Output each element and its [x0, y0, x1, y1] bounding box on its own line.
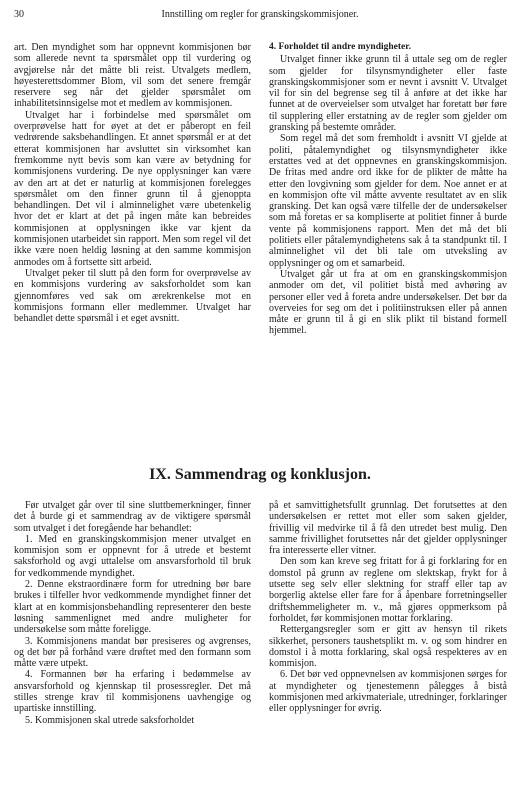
list-item: 6. Det bør ved oppnevnelsen av kommisjonen sørges for at myndigheter og tjenestemenn pålegges å bistå kommisjonen med arkivmateriale, utredninger, forklaringer eller opplysninger for øvrig. — [269, 669, 507, 715]
list-item: 2. Denne ekstraordinære form for utredning bør bare brukes i tilfeller hvor vedkommende myndighet finner det klart at en kommisjonsbehandling representerer den beste løsning sammenlignet med andre muligheter for undersøkelse som måtte foreligge. — [14, 579, 251, 636]
paragraph: Utvalget går ut fra at om en granskingskommisjon anmoder om det, vil politiet bistå med avhøring av personer eller ved å foreta andre undersøkelser. Det bør da overveies for seg om det i politiinstruksen eller på annen måte er grunn til å gi en slik plikt til bistand formell hjemmel. — [269, 268, 507, 337]
list-item: 4. Formannen bør ha erfaring i bedømmelse av ansvarsforhold og kjennskap til prosessregler. Det må stilles strenge krav til kommisjonens uavhengige og upartiske innstilling. — [14, 669, 251, 715]
paragraph: Rettergangsregler som er gitt av hensyn til rikets sikkerhet, personers taushetsplikt m. v. og som hindrer en domstol i å motta forklaring, skal også respekteres av en kommisjon. — [269, 624, 507, 670]
top-right-column — [269, 42, 507, 337]
paragraph: Utvalget peker til slutt på den form for overprøvelse av en kommisjons vurdering av saksforholdet som kan gjennomføres ved sak om ærekrenkelse mot en kommisjons formann eller medlemmer. Utvalget har behandlet dette spørsmål i et eget avsnitt. — [14, 267, 251, 325]
page-number: 30 — [14, 9, 24, 20]
bottom-right-column — [269, 500, 507, 715]
list-item: 3. Kommisjonens mandat bør presiseres og avgrenses, og det bør på forhånd være drøftet med den formann som måtte være utpekt. — [14, 635, 251, 670]
subsection-heading: 4. Forholdet til andre myndigheter. — [269, 42, 411, 52]
list-item: 1. Med en granskingskommisjon mener utvalget en kommisjon som er oppnevnt for å utrede et bestemt saksforhold og avgi uttalelse om ansvarsforhold til bruk for vedkommende myndighet. — [14, 533, 251, 579]
paragraph: art. Den myndighet som har oppnevnt kommisjonen bør som allerede nevnt ta spørsmålet opp til vurdering og avgjørelse når det måtte bli reist. Utvalgets medlem, høyesterettsdommer Blom, vil som det senere fremgår reservere seg når det gjelder spørsmålet om inhabilitetsinnsigelse mot et medlem av kommisjonen. — [14, 42, 251, 110]
paragraph: Utvalget finner ikke grunn til å uttale seg om de regler som gjelder for tilsynsmyndigheter eller faste granskingskommisjoner som er nevnt i avsnitt V. Utvalget vil for sin del begrense seg til å anføre at det ikke har funnet at de overveielser som utvalget har foretatt bør føre til supplering eller erstatning av de regler som gjelder om gransking på bestemte områder. — [269, 54, 507, 134]
paragraph: Utvalget har i forbindelse med spørsmålet om overprøvelse hatt for øyet at det er påberopt en feil vedrørende saksbehandlingen. Et annet spørsmål er at det etterat kommisjonen har avsluttet sin virksomhet kan fremkomme nytt bevis som kan være av betydning for kommisjonens vurdering. De nye opplysninger kan være av den art at det er naturlig at kommisjonen forelegges spørsmålet om den finner grunn til å gjenoppta behandlingen. Det vil i alminnelighet være ubetenkelig hvor det er klart at det på ingen måte kan bebreides kommisjonen at opplysningen ikke var kjent da kommisjonen utarbeidet sin rapport. Men som regel vil det ikke være noen heldig løsning at den samme kommisjon anmodes om å fortsette sitt arbeid. — [14, 109, 251, 268]
page-header — [14, 9, 506, 25]
paragraph: på et samvittighetsfullt grunnlag. Det forutsettes at den undersøkelsen er rettet mot eller som saken gjelder, frivillig vil medvirke til å få den utredet best mulig. Den samme frivillighet forutsettes når det gjelder opplysninger fra interesserte eller vitner. — [269, 500, 507, 557]
bottom-left-column — [14, 500, 251, 726]
list-item: 5. Kommisjonen skal utrede saksforholdet — [25, 714, 195, 726]
paragraph: Den som kan kreve seg fritatt for å gi forklaring for en domstol på grunn av reglene om slektskap, frykt for å utsette seg selv eller slektning for straff eller tap av borgerlig aktelse eller fare for å åpenbare forretningseller driftshemmeligheter m. v., må gjøres oppmerksom på forholdet, før kommisjonen mottar forklaring. — [269, 556, 507, 624]
intro-paragraph: Før utvalget går over til sine sluttbemerkninger, finner det å burde gi et sammendrag av de viktigere spørsmål som utvalget i det foregående har behandlet: — [14, 500, 251, 534]
running-head: Innstilling om regler for granskingskommisjoner. — [161, 9, 359, 20]
top-left-column — [14, 42, 251, 324]
paragraph: Som regel må det som fremholdt i avsnitt VI gjelde at politi, påtalemyndighet og tilsynsmyndigheter ikke erstattes ved at det oppnevnes en granskingskommisjon. De fritas med andre ord ikke for de plikter de måtte ha etter den lovgivning som gjelder for dem. Noe annet er at en kommisjon ofte vil måtte avvente resultatet av en slik gransking. Det kan også være tilfelle der de undersøkelser som må foretas er sa kompliserte at politiet finner å burde vente på kommisjonens rapport. Men det må det bli politiets eller påtalemyndighetens sak å ta standpunkt til. I alminnelighet vil det bli tale om utveksling av opplysninger og om et samarbeid. — [269, 133, 507, 269]
section-heading: IX. Sammendrag og konklusjon. — [149, 466, 371, 483]
